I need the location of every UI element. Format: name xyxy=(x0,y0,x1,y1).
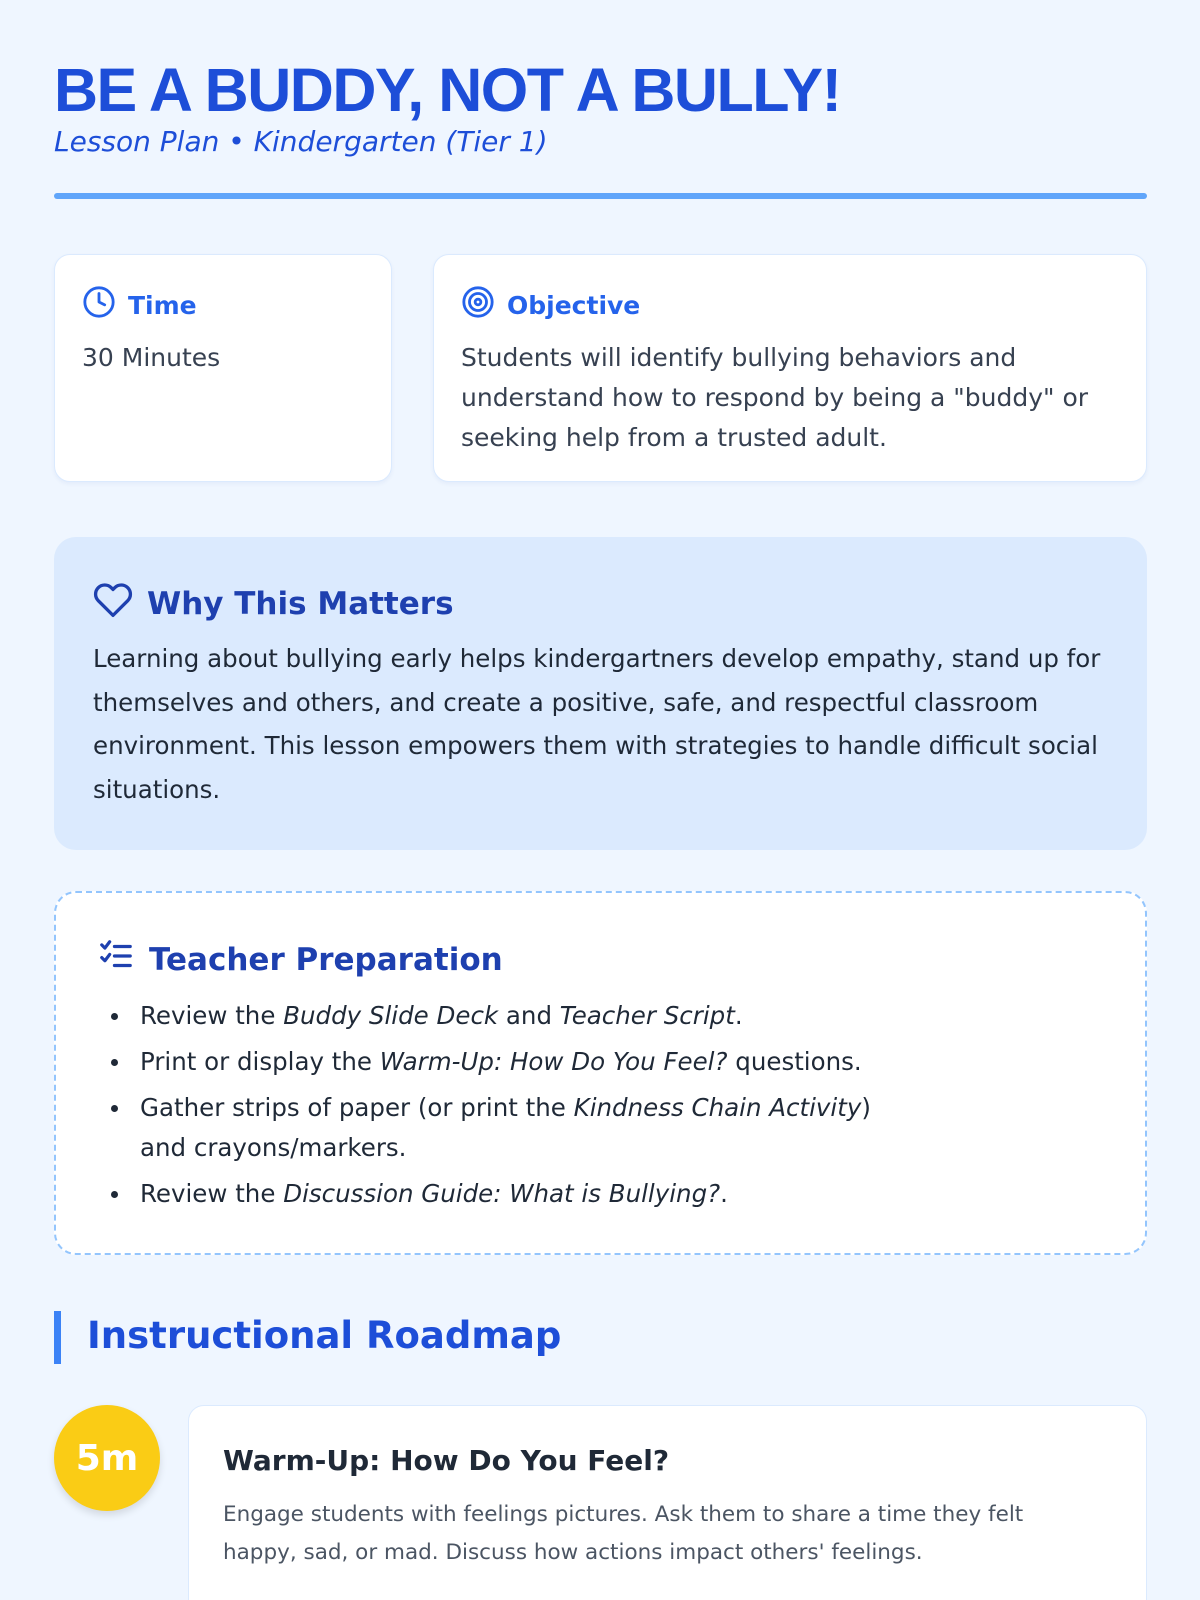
why-this-matters-section xyxy=(54,537,1147,850)
time-value: 30 Minutes xyxy=(82,343,221,372)
teacher-preparation-title: Teacher Preparation xyxy=(149,942,503,978)
page-subtitle: Lesson Plan • Kindergarten (Tier 1) xyxy=(54,125,548,158)
list-item: Gather strips of paper (or print the Kindness Chain Activity) and crayons/markers. xyxy=(140,1088,915,1168)
time-card xyxy=(54,254,392,482)
checklist-icon xyxy=(97,937,135,983)
why-this-matters-title: Why This Matters xyxy=(147,586,454,622)
objective-text: Students will identify bullying behaviors and understand how to respond by being a "buddy" or seeking help from a trusted adult. xyxy=(461,343,1089,452)
step-description: Engage students with feelings pictures. Ask them to share a time they felt happy, sad, or mad. Discuss how actions impact others' feelings. xyxy=(223,1502,1024,1565)
list-item: Print or display the Warm-Up: How Do You Feel? questions. xyxy=(140,1042,915,1082)
clock-icon xyxy=(82,285,116,325)
objective-label: Objective xyxy=(507,290,641,320)
teacher-preparation-header xyxy=(97,937,503,983)
page-title: BE A BUDDY, NOT A BULLY! xyxy=(54,56,841,124)
teacher-preparation-section xyxy=(54,891,1147,1255)
material-title: Teacher Script xyxy=(559,1001,735,1030)
roadmap-step-card xyxy=(188,1405,1147,1600)
material-title: Kindness Chain Activity xyxy=(573,1093,862,1122)
target-icon xyxy=(461,285,495,325)
why-this-matters-text: Learning about bullying early helps kindergartners develop empathy, stand up for themselves and others, and create a positive, safe, and respectful classroom environment. This lesson empowers them with strategies to handle difficult social situations. xyxy=(93,644,1101,804)
objective-card xyxy=(433,254,1147,482)
material-title: Warm-Up: How Do You Feel? xyxy=(379,1047,728,1076)
why-this-matters-header xyxy=(93,580,454,628)
step-title: Warm-Up: How Do You Feel? xyxy=(223,1444,670,1477)
preparation-list xyxy=(140,996,915,1220)
title-divider xyxy=(54,193,1147,199)
material-title: Discussion Guide: What is Bullying? xyxy=(283,1179,721,1208)
list-item: Review the Discussion Guide: What is Bullying?. xyxy=(140,1174,915,1214)
time-card-header xyxy=(82,285,197,325)
material-title: Buddy Slide Deck xyxy=(283,1001,499,1030)
step-duration-badge: 5m xyxy=(54,1405,160,1511)
roadmap-accent-bar xyxy=(54,1311,61,1364)
list-item: Review the Buddy Slide Deck and Teacher Script. xyxy=(140,996,915,1036)
roadmap-title: Instructional Roadmap xyxy=(87,1314,562,1357)
objective-card-header xyxy=(461,285,640,325)
heart-icon xyxy=(93,580,133,628)
time-label: Time xyxy=(128,290,197,320)
